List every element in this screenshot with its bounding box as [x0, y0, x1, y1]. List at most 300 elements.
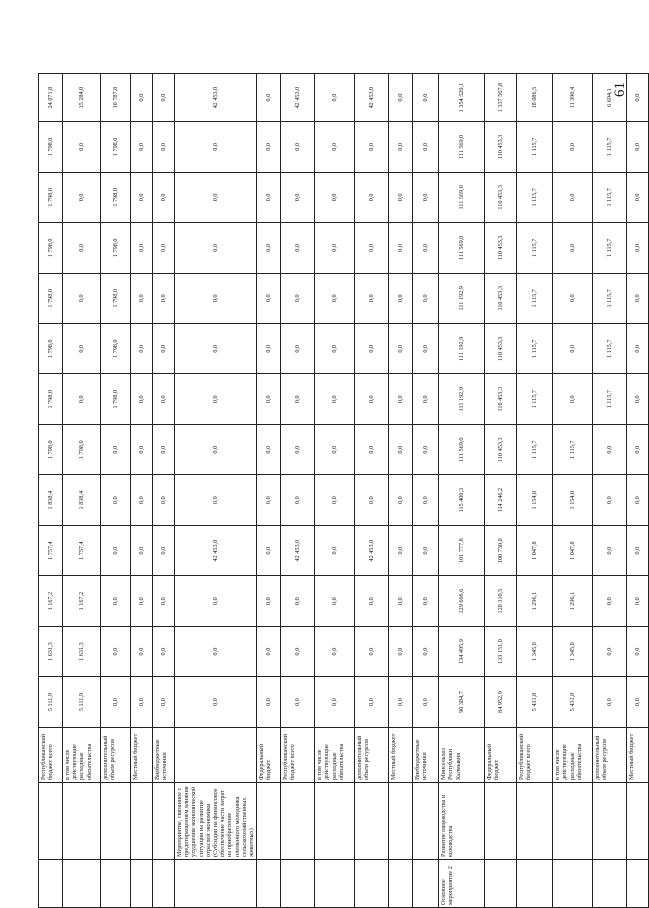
year-value-cell: 1 115,7	[593, 324, 627, 374]
total-value-cell: 0,0	[153, 74, 175, 122]
year-value-cell: 0,0	[389, 273, 413, 323]
year-value-cell: 1 798,0	[39, 122, 63, 172]
year-value-cell: 0,0	[257, 475, 281, 525]
total-value-cell: 24 071,8	[39, 74, 63, 122]
year-value-cell: 0,0	[281, 626, 315, 676]
year-value-cell: 0,0	[627, 475, 649, 525]
year-value-cell: 0,0	[257, 677, 281, 727]
year-value-cell: 0,0	[257, 223, 281, 273]
year-value-cell: 1 631,3	[63, 626, 101, 676]
year-value-cell: 0,0	[281, 172, 315, 222]
event-name-cell: Развитие овцеводства и козоводства	[439, 783, 485, 860]
year-value-cell: 0,0	[153, 475, 175, 525]
year-value-cell: 110 453,3	[485, 273, 517, 323]
year-value-cell: 0,0	[175, 576, 257, 626]
year-value-cell: 0,0	[175, 626, 257, 676]
year-value-cell: 0,0	[153, 525, 175, 575]
year-value-cell: 0,0	[175, 424, 257, 474]
total-value-cell: 1 354 520,1	[439, 74, 485, 122]
event-code-cell: Основное мероприятие 2	[439, 859, 485, 907]
year-value-cell: 1 115,7	[517, 273, 553, 323]
year-value-cell: 1 115,7	[553, 424, 593, 474]
funding-source-cell: Федеральный бюджет	[485, 727, 517, 782]
event-code-cell	[175, 859, 257, 907]
year-value-cell: 0,0	[131, 626, 153, 676]
year-value-cell: 0,0	[131, 122, 153, 172]
year-value-cell: 0,0	[315, 677, 355, 727]
funding-source-cell: в том числе действующие расходные обязательства	[553, 727, 593, 782]
year-value-cell: 1 798,0	[39, 424, 63, 474]
year-value-cell: 90 384,7	[439, 677, 485, 727]
year-value-cell: 129 606,6	[439, 576, 485, 626]
year-value-cell: 0,0	[281, 475, 315, 525]
year-value-cell: 1 115,7	[517, 172, 553, 222]
year-value-cell: 0,0	[355, 172, 389, 222]
year-value-cell: 0,0	[593, 576, 627, 626]
year-value-cell: 1 798,0	[39, 223, 63, 273]
funding-source-cell: Внебюджетные источники	[153, 727, 175, 782]
total-value-cell: 0,0	[257, 74, 281, 122]
table-row	[355, 74, 389, 908]
event-code-cell	[553, 859, 593, 907]
event-name-cell	[131, 783, 153, 860]
year-value-cell: 0,0	[413, 626, 439, 676]
year-value-cell: 0,0	[627, 122, 649, 172]
year-value-cell: 42 453,0	[175, 525, 257, 575]
year-value-cell: 0,0	[281, 374, 315, 424]
event-name-cell	[553, 783, 593, 860]
year-value-cell: 0,0	[131, 424, 153, 474]
year-value-cell: 0,0	[175, 374, 257, 424]
year-value-cell: 0,0	[153, 122, 175, 172]
event-name-cell	[153, 783, 175, 860]
total-value-cell: 0,0	[413, 74, 439, 122]
event-code-cell	[517, 859, 553, 907]
year-value-cell: 111 192,9	[439, 374, 485, 424]
year-value-cell: 111 192,9	[439, 273, 485, 323]
year-value-cell: 0,0	[553, 273, 593, 323]
year-value-cell: 1 115,7	[517, 122, 553, 172]
table-row	[485, 74, 517, 908]
funding-source-cell: дополнительный объем ресурсов	[101, 727, 131, 782]
year-value-cell: 0,0	[389, 475, 413, 525]
event-code-cell	[63, 859, 101, 907]
year-value-cell: 0,0	[593, 525, 627, 575]
year-value-cell: 0,0	[413, 475, 439, 525]
total-value-cell: 18 086,5	[517, 74, 553, 122]
funding-source-cell: Местный бюджет	[389, 727, 413, 782]
year-value-cell: 1 115,7	[593, 223, 627, 273]
year-value-cell: 0,0	[389, 525, 413, 575]
year-value-cell: 5 111,9	[39, 677, 63, 727]
total-value-cell: 11 390,4	[553, 74, 593, 122]
year-value-cell: 110 453,3	[485, 172, 517, 222]
year-value-cell: 0,0	[63, 273, 101, 323]
year-value-cell: 1 798,0	[39, 273, 63, 323]
event-code-cell	[389, 859, 413, 907]
event-code-cell	[627, 859, 649, 907]
year-value-cell: 0,0	[413, 223, 439, 273]
year-value-cell: 0,0	[593, 424, 627, 474]
year-value-cell: 0,0	[63, 223, 101, 273]
funding-source-cell: Местный бюджет	[131, 727, 153, 782]
year-value-cell: 110 453,3	[485, 324, 517, 374]
year-value-cell: 0,0	[63, 172, 101, 222]
year-value-cell: 1 838,4	[63, 475, 101, 525]
year-value-cell: 0,0	[553, 374, 593, 424]
year-value-cell: 1 115,7	[517, 223, 553, 273]
year-value-cell: 0,0	[593, 626, 627, 676]
table-row	[63, 74, 101, 908]
year-value-cell: 1 798,0	[101, 324, 131, 374]
year-value-cell: 0,0	[315, 576, 355, 626]
year-value-cell: 1 838,4	[39, 475, 63, 525]
year-value-cell: 0,0	[153, 172, 175, 222]
table-row	[593, 74, 627, 908]
year-value-cell: 0,0	[355, 223, 389, 273]
year-value-cell: 0,0	[389, 677, 413, 727]
year-value-cell: 0,0	[257, 122, 281, 172]
event-code-cell	[39, 859, 63, 907]
year-value-cell: 1 798,0	[39, 374, 63, 424]
year-value-cell: 1 115,7	[593, 374, 627, 424]
year-value-cell: 0,0	[63, 324, 101, 374]
year-value-cell: 1 631,3	[39, 626, 63, 676]
event-code-cell	[413, 859, 439, 907]
table-row	[257, 74, 281, 908]
year-value-cell: 84 952,9	[485, 677, 517, 727]
year-value-cell: 111 569,0	[439, 172, 485, 222]
event-code-cell	[593, 859, 627, 907]
year-value-cell: 1 798,0	[63, 424, 101, 474]
year-value-cell: 0,0	[389, 172, 413, 222]
year-value-cell: 0,0	[413, 424, 439, 474]
funding-source-cell: Минсельхоз Республики Калмыкия	[439, 727, 485, 782]
total-value-cell: 1 337 567,8	[485, 74, 517, 122]
year-value-cell: 0,0	[131, 324, 153, 374]
year-value-cell: 0,0	[175, 324, 257, 374]
year-value-cell: 0,0	[131, 374, 153, 424]
year-value-cell: 0,0	[63, 374, 101, 424]
total-value-cell: 42 453,0	[355, 74, 389, 122]
year-value-cell: 1 167,2	[39, 576, 63, 626]
year-value-cell: 115 400,3	[439, 475, 485, 525]
year-value-cell: 0,0	[131, 576, 153, 626]
event-name-cell	[517, 783, 553, 860]
table-row	[153, 74, 175, 908]
year-value-cell: 0,0	[153, 626, 175, 676]
year-value-cell: 0,0	[593, 677, 627, 727]
total-value-cell: 6 694,1	[593, 74, 627, 122]
event-code-cell	[355, 859, 389, 907]
year-value-cell: 128 310,5	[485, 576, 517, 626]
table-row	[517, 74, 553, 908]
year-value-cell: 0,0	[257, 626, 281, 676]
year-value-cell: 1 798,0	[101, 172, 131, 222]
year-value-cell: 0,0	[627, 374, 649, 424]
event-code-cell	[485, 859, 517, 907]
year-value-cell: 1 798,0	[101, 223, 131, 273]
year-value-cell: 1 296,1	[553, 576, 593, 626]
year-value-cell: 111 192,9	[439, 324, 485, 374]
total-value-cell: 42 453,0	[281, 74, 315, 122]
event-code-cell	[315, 859, 355, 907]
year-value-cell: 1 115,7	[517, 424, 553, 474]
year-value-cell: 0,0	[389, 626, 413, 676]
budget-table-body	[39, 74, 649, 908]
year-value-cell: 0,0	[175, 273, 257, 323]
year-value-cell: 0,0	[315, 525, 355, 575]
year-value-cell: 114 246,2	[485, 475, 517, 525]
funding-source-cell: Внебюджетные источники	[413, 727, 439, 782]
year-value-cell: 0,0	[281, 273, 315, 323]
year-value-cell: 0,0	[627, 324, 649, 374]
event-name-cell	[593, 783, 627, 860]
year-value-cell: 1 154,0	[553, 475, 593, 525]
year-value-cell: 0,0	[355, 475, 389, 525]
total-value-cell: 15 284,0	[63, 74, 101, 122]
table-row	[553, 74, 593, 908]
year-value-cell: 0,0	[153, 576, 175, 626]
year-value-cell: 0,0	[413, 324, 439, 374]
year-value-cell: 0,0	[315, 626, 355, 676]
funding-source-cell: дополнительный объем ресурсов	[355, 727, 389, 782]
year-value-cell: 1 345,0	[553, 626, 593, 676]
year-value-cell: 0,0	[257, 525, 281, 575]
event-name-cell: Мероприятие, связанное с предотвращением влияния ухудшения экономической ситуации на развитие отраслей экономики (Субсидии на финансовое обеспечение части затрат на приобретение племенного молодняка сельскохозяйственных животных)	[175, 783, 257, 860]
year-value-cell: 0,0	[553, 172, 593, 222]
year-value-cell: 0,0	[355, 576, 389, 626]
year-value-cell: 0,0	[593, 475, 627, 525]
year-value-cell: 0,0	[131, 677, 153, 727]
year-value-cell: 101 777,8	[439, 525, 485, 575]
table-row	[315, 74, 355, 908]
year-value-cell: 0,0	[315, 475, 355, 525]
year-value-cell: 0,0	[553, 223, 593, 273]
year-value-cell: 0,0	[355, 626, 389, 676]
funding-source-cell: в том числе действующие расходные обязательства	[63, 727, 101, 782]
year-value-cell: 111 569,0	[439, 223, 485, 273]
year-value-cell: 0,0	[355, 424, 389, 474]
table-row	[101, 74, 131, 908]
funding-source-cell: Федеральный бюджет	[257, 727, 281, 782]
year-value-cell: 1 798,0	[101, 374, 131, 424]
year-value-cell: 1 296,1	[517, 576, 553, 626]
event-name-cell	[355, 783, 389, 860]
table-row	[131, 74, 153, 908]
year-value-cell: 0,0	[131, 525, 153, 575]
year-value-cell: 5 111,9	[63, 677, 101, 727]
year-value-cell: 0,0	[355, 374, 389, 424]
year-value-cell: 0,0	[627, 525, 649, 575]
year-value-cell: 0,0	[101, 424, 131, 474]
year-value-cell: 0,0	[153, 677, 175, 727]
event-code-cell	[101, 859, 131, 907]
year-value-cell: 1 798,0	[39, 172, 63, 222]
year-value-cell: 0,0	[413, 525, 439, 575]
year-value-cell: 0,0	[101, 525, 131, 575]
year-value-cell: 134 495,9	[439, 626, 485, 676]
year-value-cell: 0,0	[281, 223, 315, 273]
year-value-cell: 0,0	[153, 324, 175, 374]
year-value-cell: 0,0	[175, 223, 257, 273]
event-name-cell	[257, 783, 281, 860]
year-value-cell: 0,0	[355, 677, 389, 727]
year-value-cell: 0,0	[281, 424, 315, 474]
year-value-cell: 0,0	[389, 424, 413, 474]
year-value-cell: 0,0	[413, 273, 439, 323]
year-value-cell: 0,0	[413, 677, 439, 727]
total-value-cell: 0,0	[131, 74, 153, 122]
year-value-cell: 0,0	[627, 172, 649, 222]
year-value-cell: 0,0	[175, 677, 257, 727]
year-value-cell: 5 431,8	[553, 677, 593, 727]
year-value-cell: 0,0	[389, 576, 413, 626]
year-value-cell: 0,0	[389, 122, 413, 172]
year-value-cell: 0,0	[63, 122, 101, 172]
year-value-cell: 0,0	[627, 273, 649, 323]
year-value-cell: 0,0	[281, 677, 315, 727]
funding-source-cell: Местный бюджет	[627, 727, 649, 782]
funding-source-cell: Республиканский бюджет всего	[281, 727, 315, 782]
year-value-cell: 0,0	[101, 677, 131, 727]
year-value-cell: 100 730,0	[485, 525, 517, 575]
year-value-cell: 1 167,2	[63, 576, 101, 626]
table-row	[175, 74, 257, 908]
year-value-cell: 1 798,0	[101, 273, 131, 323]
year-value-cell: 0,0	[131, 475, 153, 525]
year-value-cell: 110 453,3	[485, 374, 517, 424]
year-value-cell: 1 115,7	[593, 122, 627, 172]
year-value-cell: 0,0	[257, 576, 281, 626]
event-name-cell	[63, 783, 101, 860]
funding-source-cell: Республиканский бюджет всего	[517, 727, 553, 782]
year-value-cell: 0,0	[627, 576, 649, 626]
year-value-cell: 42 453,0	[281, 525, 315, 575]
year-value-cell: 0,0	[413, 122, 439, 172]
page-number: 61	[612, 82, 628, 97]
table-row	[39, 74, 63, 908]
total-value-cell: 0,0	[315, 74, 355, 122]
year-value-cell: 0,0	[315, 424, 355, 474]
event-name-cell	[315, 783, 355, 860]
year-value-cell: 0,0	[257, 374, 281, 424]
year-value-cell: 1 047,8	[517, 525, 553, 575]
year-value-cell: 0,0	[315, 273, 355, 323]
funding-source-cell	[175, 727, 257, 782]
event-code-cell	[131, 859, 153, 907]
event-name-cell	[627, 783, 649, 860]
year-value-cell: 0,0	[281, 324, 315, 374]
year-value-cell: 0,0	[315, 324, 355, 374]
year-value-cell: 0,0	[153, 424, 175, 474]
rotated-budget-table-sheet	[38, 73, 642, 908]
year-value-cell: 1 757,4	[63, 525, 101, 575]
funding-source-cell: дополнительный объем ресурсов	[593, 727, 627, 782]
total-value-cell: 0,0	[389, 74, 413, 122]
event-name-cell	[101, 783, 131, 860]
year-value-cell: 0,0	[413, 172, 439, 222]
total-value-cell: 0,0	[627, 74, 649, 122]
year-value-cell: 0,0	[153, 273, 175, 323]
year-value-cell: 5 431,8	[517, 677, 553, 727]
year-value-cell: 0,0	[627, 677, 649, 727]
year-value-cell: 1 798,0	[101, 122, 131, 172]
table-row	[627, 74, 649, 908]
year-value-cell: 0,0	[281, 122, 315, 172]
year-value-cell: 0,0	[175, 122, 257, 172]
year-value-cell: 0,0	[389, 374, 413, 424]
table-row	[281, 74, 315, 908]
funding-source-cell: Республиканский бюджет всего	[39, 727, 63, 782]
total-value-cell: 10 787,8	[101, 74, 131, 122]
table-row	[413, 74, 439, 908]
year-value-cell: 0,0	[315, 172, 355, 222]
year-value-cell: 1 798,0	[39, 324, 63, 374]
year-value-cell: 0,0	[257, 424, 281, 474]
year-value-cell: 0,0	[281, 576, 315, 626]
year-value-cell: 42 453,0	[355, 525, 389, 575]
year-value-cell: 0,0	[553, 122, 593, 172]
funding-source-cell: в том числе действующие расходные обязательства	[315, 727, 355, 782]
year-value-cell: 0,0	[175, 475, 257, 525]
year-value-cell: 0,0	[257, 324, 281, 374]
year-value-cell: 0,0	[101, 576, 131, 626]
year-value-cell: 0,0	[257, 172, 281, 222]
table-row	[439, 74, 485, 908]
event-code-cell	[257, 859, 281, 907]
year-value-cell: 1 757,4	[39, 525, 63, 575]
event-name-cell	[413, 783, 439, 860]
year-value-cell: 1 115,7	[593, 172, 627, 222]
year-value-cell: 1 115,7	[517, 374, 553, 424]
year-value-cell: 0,0	[413, 576, 439, 626]
year-value-cell: 110 453,3	[485, 424, 517, 474]
budget-table	[38, 73, 649, 908]
year-value-cell: 0,0	[355, 122, 389, 172]
year-value-cell: 0,0	[257, 273, 281, 323]
year-value-cell: 1 115,7	[517, 324, 553, 374]
year-value-cell: 0,0	[355, 324, 389, 374]
year-value-cell: 110 453,3	[485, 122, 517, 172]
year-value-cell: 0,0	[131, 273, 153, 323]
year-value-cell: 0,0	[389, 223, 413, 273]
year-value-cell: 0,0	[627, 626, 649, 676]
year-value-cell: 0,0	[627, 424, 649, 474]
year-value-cell: 1 115,7	[593, 273, 627, 323]
year-value-cell: 0,0	[153, 374, 175, 424]
year-value-cell: 111 569,0	[439, 122, 485, 172]
year-value-cell: 0,0	[315, 374, 355, 424]
event-name-cell	[389, 783, 413, 860]
year-value-cell: 133 151,0	[485, 626, 517, 676]
event-name-cell	[281, 783, 315, 860]
event-name-cell	[39, 783, 63, 860]
year-value-cell: 0,0	[627, 223, 649, 273]
year-value-cell: 0,0	[131, 172, 153, 222]
year-value-cell: 111 569,0	[439, 424, 485, 474]
year-value-cell: 0,0	[175, 172, 257, 222]
year-value-cell: 0,0	[389, 324, 413, 374]
year-value-cell: 0,0	[413, 374, 439, 424]
year-value-cell: 0,0	[355, 273, 389, 323]
year-value-cell: 1 047,8	[553, 525, 593, 575]
year-value-cell: 1 345,0	[517, 626, 553, 676]
year-value-cell: 0,0	[101, 475, 131, 525]
year-value-cell: 1 154,0	[517, 475, 553, 525]
year-value-cell: 0,0	[315, 223, 355, 273]
year-value-cell: 0,0	[553, 324, 593, 374]
